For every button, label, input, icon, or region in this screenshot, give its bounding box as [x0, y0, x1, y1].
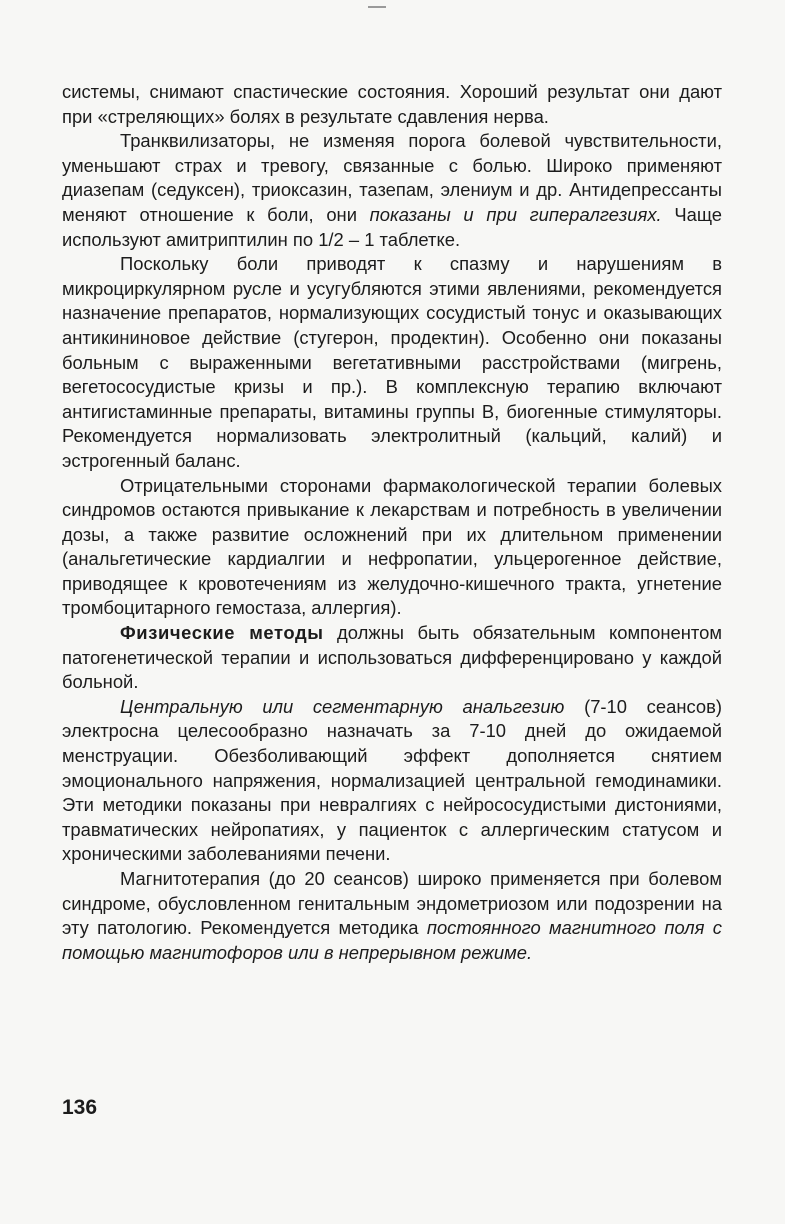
- italic-segment: Центральную или сегментарную анальгезию: [120, 695, 565, 717]
- paragraph-4: [62, 474, 722, 622]
- text-segment: Транквилизаторы, не изменяя порога болевой чувствительности, уменьшают страх и тревогу, связанные с болью. Широко применяют диазепам (седуксен), триоксазин, тазепам, элениум и др. Антидепрессанты меняют отношение к боли, они: [62, 130, 722, 225]
- text-segment: Отрицательными сторонами фармакологической терапии болевых синдромов остаются привыкание к лекарствам и потребность в увеличении дозы, а также развитие осложнений при их длительном применении (анальгетические кардиалгии и нефропатии, ульцерогенное действие, приводящее к кровотечениям из желудочно-кишечного тракта, угнетение тромбоцитарного гемостаза, аллергия).: [62, 474, 722, 619]
- text-segment: (7-10 сеансов) электросна целесообразно назначать за 7-10 дней до ожидаемой менструации. Обезболивающий эффект дополняется снятием эмоционального напряжения, нормализацией центральной гемодинамики. Эти методики показаны при невралгиях с нейрососудистыми дистониями, травматических нейропатиях, у пациенток с аллергическим статусом и хроническими заболеваниями печени.: [62, 695, 723, 865]
- paragraph-5: [62, 621, 722, 695]
- text-segment: должны быть обязательным компонентом патогенетической терапии и использоваться дифференцировано у каждой больной.: [62, 622, 722, 693]
- page-number: 136: [62, 1096, 98, 1119]
- bold-heading-segment: Физические методы: [120, 622, 324, 644]
- paragraph-7: [62, 867, 722, 965]
- text-segment: (до 20 сеансов) широко применяется при болевом синдроме, обусловленном генитальным эндометриозом или подозрении на эту патологию. Рекомендуется методика: [62, 868, 722, 939]
- paragraph-6: [62, 695, 722, 867]
- paragraph-2: [62, 129, 722, 252]
- italic-segment: показаны и при гипералгезиях.: [369, 203, 662, 225]
- paragraph-3: [62, 252, 722, 473]
- body-text: [62, 80, 722, 965]
- page-top-mark: [368, 6, 386, 8]
- text-segment: Чаще используют амитриптилин по 1/2 – 1 таблетке.: [62, 203, 722, 250]
- text-segment: системы, снимают спастические состояния. Хороший результат они дают при «стреляющих» болях в результате сдавления нерва.: [62, 81, 722, 127]
- paragraph-1: [62, 80, 722, 129]
- italic-segment: постоянного магнитного поля с помощью магнитофоров или в непрерывном режиме.: [62, 917, 722, 963]
- text-segment: Поскольку боли приводят к спазму и нарушениям в микроциркулярном русле и усугубляются этими явлениями, рекомендуется назначение препаратов, нормализующих сосудистый тонус и оказывающих антикининовое действие (стугерон, продектин). Особенно они показаны больным с выраженными вегетативными расстройствами (мигрень, вегетососудистые кризы и пр.). В комплексную терапию включают антигистаминные препараты, витамины группы В, биогенные стимуляторы. Рекомендуется нормализовать электролитный (кальций, калий) и эстрогенный баланс.: [62, 253, 722, 471]
- text-segment: Магнитотерапия: [120, 868, 261, 889]
